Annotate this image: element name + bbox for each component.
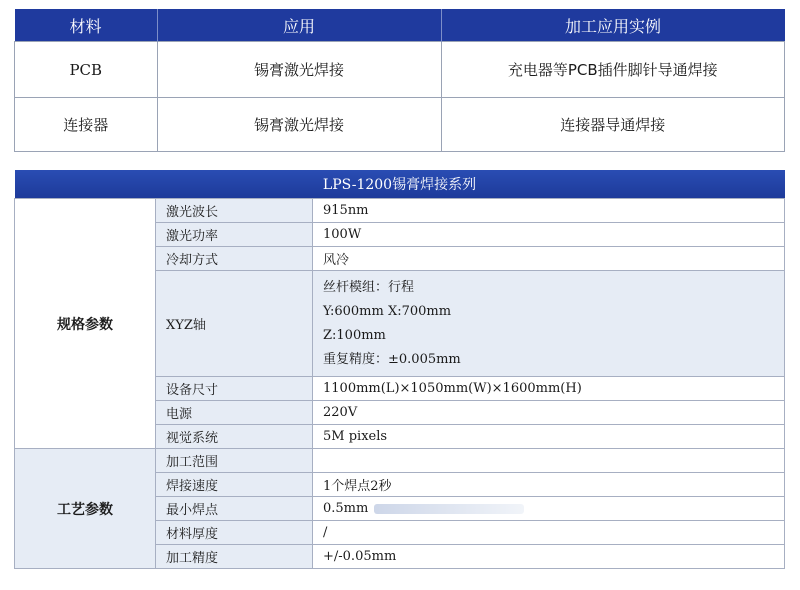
xyz-line: Y:600mm X:700mm (323, 303, 452, 319)
watermark-blur (374, 504, 524, 514)
row-value: 1个焊点2秒 (313, 473, 785, 497)
row-label: 冷却方式 (156, 247, 313, 271)
xyz-line: 丝杆模组：行程 (323, 279, 415, 295)
row-value: 风冷 (313, 247, 785, 271)
row-value-multiline (313, 271, 785, 377)
application-table (14, 9, 785, 152)
row-value: / (313, 521, 785, 545)
spec-table (14, 170, 785, 569)
cell-application: 锡膏激光焊接 (157, 98, 441, 152)
cell-material: 连接器 (15, 98, 158, 152)
row-value (313, 449, 785, 473)
row-label: 焊接速度 (156, 473, 313, 497)
group-label-specs: 规格参数 (15, 199, 156, 449)
row-label: 激光功率 (156, 223, 313, 247)
row-value-cell (313, 497, 785, 521)
group-label-process: 工艺参数 (15, 449, 156, 569)
table-row (15, 199, 785, 223)
cell-application: 锡膏激光焊接 (157, 42, 441, 98)
row-value: 220V (313, 401, 785, 425)
table-row (15, 42, 785, 98)
table-row (15, 449, 785, 473)
row-label: 最小焊点 (156, 497, 313, 521)
row-value: 100W (313, 223, 785, 247)
row-label: 视觉系统 (156, 425, 313, 449)
spec-table-title: LPS-1200锡膏焊接系列 (15, 170, 785, 199)
row-value: 5M pixels (313, 425, 785, 449)
header-material: 材料 (15, 9, 158, 42)
row-value: 0.5mm (323, 501, 369, 516)
row-label: XYZ轴 (156, 271, 313, 377)
row-label: 电源 (156, 401, 313, 425)
row-label: 设备尺寸 (156, 377, 313, 401)
row-label: 加工范围 (156, 449, 313, 473)
table-row (15, 98, 785, 152)
row-label: 加工精度 (156, 545, 313, 569)
header-example: 加工应用实例 (441, 9, 785, 42)
spec-table-banner (15, 170, 785, 199)
application-table-header (15, 9, 785, 42)
row-value: 1100mm(L)×1050mm(W)×1600mm(H) (313, 377, 785, 401)
row-label: 激光波长 (156, 199, 313, 223)
xyz-line: Z:100mm (323, 327, 386, 343)
cell-example: 连接器导通焊接 (441, 98, 785, 152)
header-application: 应用 (157, 9, 441, 42)
cell-material: PCB (15, 42, 158, 98)
row-value: 915nm (313, 199, 785, 223)
xyz-line: 重复精度：±0.005mm (323, 351, 461, 367)
row-label: 材料厚度 (156, 521, 313, 545)
cell-example: 充电器等PCB插件脚针导通焊接 (441, 42, 785, 98)
row-value: +/-0.05mm (313, 545, 785, 569)
